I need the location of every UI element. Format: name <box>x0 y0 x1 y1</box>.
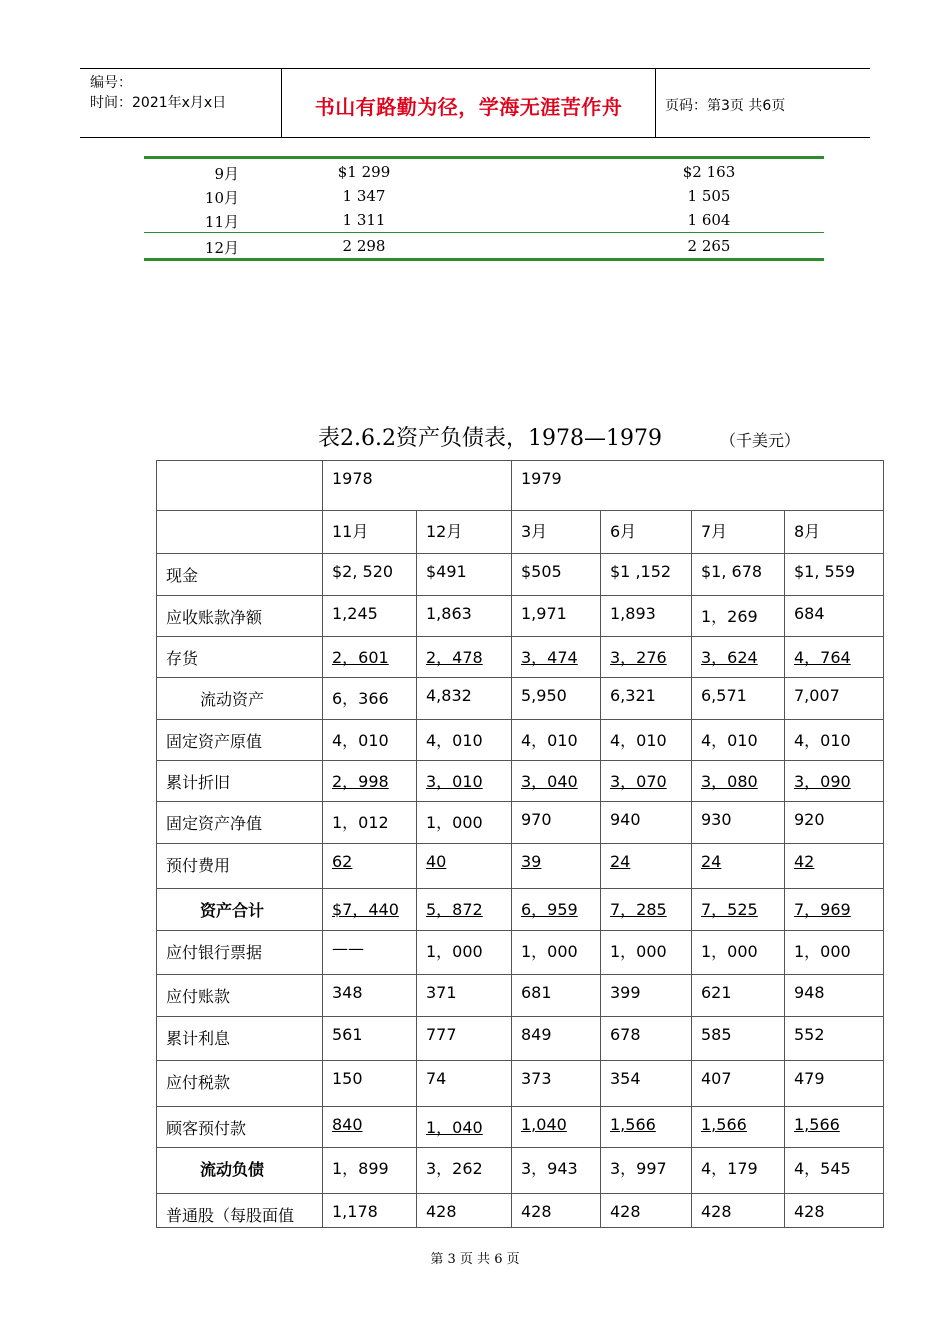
table-title: 表2.6.2资产负债表，1978—1979 <box>318 426 662 451</box>
value-cell: 1 604 <box>687 211 731 229</box>
row-label: 固定资产原值 <box>157 720 323 761</box>
table-row <box>144 208 824 232</box>
value-cell: 40 <box>417 844 512 889</box>
value-cell: 2，478 <box>417 637 512 678</box>
value-cell: 678 <box>601 1017 692 1061</box>
value-cell: 5，872 <box>417 889 512 931</box>
time-label: 时间：2021年x月x日 <box>90 95 227 111</box>
value-cell: 1，899 <box>323 1148 417 1194</box>
value-cell: 1,971 <box>512 596 601 637</box>
value-cell: 3，943 <box>512 1148 601 1194</box>
value-cell: 4,832 <box>417 678 512 720</box>
month-header-row <box>157 511 884 554</box>
year-header-1979: 1979 <box>512 461 884 511</box>
value-cell: 1 505 <box>687 187 731 205</box>
value-cell: 7，525 <box>692 889 785 931</box>
value-cell: 840 <box>323 1107 417 1148</box>
value-cell: 428 <box>512 1194 601 1228</box>
value-cell: 561 <box>323 1017 417 1061</box>
row-label: 现金 <box>157 554 323 596</box>
value-cell: $491 <box>417 554 512 596</box>
table-row <box>157 637 884 678</box>
value-cell: 4，179 <box>692 1148 785 1194</box>
value-cell: 354 <box>601 1061 692 1107</box>
year-header-1978: 1978 <box>323 461 512 511</box>
row-label: 应付税款 <box>157 1061 323 1107</box>
row-label: 流动负债 <box>157 1148 323 1194</box>
table-row <box>157 678 884 720</box>
value-cell: 1，040 <box>417 1107 512 1148</box>
table-row <box>157 802 884 844</box>
value-cell: 2，601 <box>323 637 417 678</box>
table-row <box>144 160 824 184</box>
value-cell: 1 347 <box>342 187 386 205</box>
header-blank-cell <box>157 461 323 511</box>
value-cell: $2 163 <box>682 163 736 181</box>
table-unit: （千美元） <box>720 431 801 450</box>
table-rule-mid <box>144 232 824 233</box>
table-row <box>157 975 884 1017</box>
value-cell: 6,571 <box>692 678 785 720</box>
value-cell: 428 <box>692 1194 785 1228</box>
value-cell: 348 <box>323 975 417 1017</box>
value-cell: $505 <box>512 554 601 596</box>
month-cell: 11月 <box>204 213 239 231</box>
row-label: 固定资产净值 <box>157 802 323 844</box>
value-cell: 7,007 <box>785 678 884 720</box>
table-row <box>157 1148 884 1194</box>
value-cell: 1，000 <box>785 931 884 975</box>
value-cell: 6，366 <box>323 678 417 720</box>
row-label: 存货 <box>157 637 323 678</box>
row-label: 应付银行票据 <box>157 931 323 975</box>
row-label: 顾客预付款 <box>157 1107 323 1148</box>
value-cell: 4，764 <box>785 637 884 678</box>
table-row <box>157 889 884 931</box>
value-cell: 407 <box>692 1061 785 1107</box>
value-cell: 4，010 <box>323 720 417 761</box>
value-cell: 371 <box>417 975 512 1017</box>
row-label: 累计利息 <box>157 1017 323 1061</box>
value-cell: 1，012 <box>323 802 417 844</box>
month-header: 6月 <box>601 511 692 554</box>
value-cell: 970 <box>512 802 601 844</box>
value-cell: 948 <box>785 975 884 1017</box>
value-cell: 1，000 <box>601 931 692 975</box>
month-header: 7月 <box>692 511 785 554</box>
value-cell: 1，000 <box>692 931 785 975</box>
row-label: 资产合计 <box>157 889 323 931</box>
row-label: 应收账款净额 <box>157 596 323 637</box>
value-cell: 5,950 <box>512 678 601 720</box>
value-cell: 552 <box>785 1017 884 1061</box>
value-cell: 1,893 <box>601 596 692 637</box>
row-label: 普通股（每股面值 <box>157 1194 323 1228</box>
value-cell: 3，070 <box>601 761 692 802</box>
table-row <box>157 720 884 761</box>
value-cell: 4，010 <box>601 720 692 761</box>
value-cell: 1,245 <box>323 596 417 637</box>
value-cell: 3，997 <box>601 1148 692 1194</box>
month-cell: 12月 <box>204 239 239 257</box>
year-header-row <box>157 461 884 511</box>
value-cell: 3，090 <box>785 761 884 802</box>
value-cell: 399 <box>601 975 692 1017</box>
balance-sheet-table <box>156 460 884 1228</box>
value-cell: 1 311 <box>342 211 386 229</box>
value-cell: 920 <box>785 802 884 844</box>
table-row <box>157 844 884 889</box>
value-cell: $1, 559 <box>785 554 884 596</box>
value-cell: 1,178 <box>323 1194 417 1228</box>
value-cell: 849 <box>512 1017 601 1061</box>
value-cell: 3，040 <box>512 761 601 802</box>
month-cell: 10月 <box>204 189 239 207</box>
value-cell: 1,566 <box>692 1107 785 1148</box>
value-cell: 1，000 <box>512 931 601 975</box>
table-row <box>157 596 884 637</box>
table-row <box>157 1017 884 1061</box>
value-cell: 6,321 <box>601 678 692 720</box>
value-cell: 1,863 <box>417 596 512 637</box>
value-cell: 1，000 <box>417 802 512 844</box>
row-label: 应付账款 <box>157 975 323 1017</box>
value-cell: 4，010 <box>692 720 785 761</box>
value-cell: 1,566 <box>601 1107 692 1148</box>
month-header: 8月 <box>785 511 884 554</box>
value-cell: 940 <box>601 802 692 844</box>
value-cell: $1 299 <box>337 163 391 181</box>
value-cell: 479 <box>785 1061 884 1107</box>
value-cell: $1, 678 <box>692 554 785 596</box>
value-cell: 24 <box>692 844 785 889</box>
table-rule-top <box>144 156 824 159</box>
value-cell: $2, 520 <box>323 554 417 596</box>
value-cell: 7，969 <box>785 889 884 931</box>
value-cell: 428 <box>601 1194 692 1228</box>
table-row <box>157 554 884 596</box>
row-label: 累计折旧 <box>157 761 323 802</box>
value-cell: 4，010 <box>417 720 512 761</box>
value-cell: 74 <box>417 1061 512 1107</box>
value-cell: 4，010 <box>785 720 884 761</box>
value-cell: 585 <box>692 1017 785 1061</box>
row-label: 流动资产 <box>157 678 323 720</box>
value-cell: 621 <box>692 975 785 1017</box>
value-cell: 62 <box>323 844 417 889</box>
value-cell: 42 <box>785 844 884 889</box>
value-cell: 3，080 <box>692 761 785 802</box>
month-cell: 9月 <box>214 165 239 183</box>
header-blank-cell <box>157 511 323 554</box>
page-header <box>80 68 870 138</box>
page-number-label: 页码：第3页 共6页 <box>665 98 786 114</box>
header-meta <box>90 73 226 113</box>
value-cell: 1，269 <box>692 596 785 637</box>
value-cell: 2 265 <box>687 237 731 255</box>
table-row <box>144 234 824 258</box>
value-cell: 24 <box>601 844 692 889</box>
table-rule-bottom <box>144 258 824 261</box>
month-header: 3月 <box>512 511 601 554</box>
value-cell: 1,566 <box>785 1107 884 1148</box>
table-row <box>157 761 884 802</box>
value-cell: 3，010 <box>417 761 512 802</box>
header-divider <box>655 69 656 137</box>
table-row <box>157 1194 884 1228</box>
value-cell: 6，959 <box>512 889 601 931</box>
value-cell: 373 <box>512 1061 601 1107</box>
value-cell: 777 <box>417 1017 512 1061</box>
month-header: 12月 <box>417 511 512 554</box>
value-cell: 4，545 <box>785 1148 884 1194</box>
value-cell: 3，474 <box>512 637 601 678</box>
value-cell: 684 <box>785 596 884 637</box>
value-cell: 3，624 <box>692 637 785 678</box>
code-label: 编号： <box>90 75 132 91</box>
value-cell: 1,040 <box>512 1107 601 1148</box>
value-cell: 2，998 <box>323 761 417 802</box>
page-footer: 第 3 页 共 6 页 <box>430 1252 520 1267</box>
table-row <box>157 1107 884 1148</box>
value-cell: 3，262 <box>417 1148 512 1194</box>
value-cell: 39 <box>512 844 601 889</box>
value-cell: 4，010 <box>512 720 601 761</box>
header-motto: 书山有路勤为径，学海无涯苦作舟 <box>314 95 623 119</box>
row-label: 预付费用 <box>157 844 323 889</box>
value-cell: —— <box>323 931 417 975</box>
value-cell: $7，440 <box>323 889 417 931</box>
value-cell: 930 <box>692 802 785 844</box>
table-row <box>157 931 884 975</box>
value-cell: 7，285 <box>601 889 692 931</box>
table-row <box>144 184 824 208</box>
month-header: 11月 <box>323 511 417 554</box>
table-row <box>157 1061 884 1107</box>
value-cell: 428 <box>785 1194 884 1228</box>
value-cell: 2 298 <box>342 237 386 255</box>
value-cell: 3，276 <box>601 637 692 678</box>
value-cell: 681 <box>512 975 601 1017</box>
value-cell: 428 <box>417 1194 512 1228</box>
value-cell: 150 <box>323 1061 417 1107</box>
value-cell: $1 ,152 <box>601 554 692 596</box>
value-cell: 1，000 <box>417 931 512 975</box>
